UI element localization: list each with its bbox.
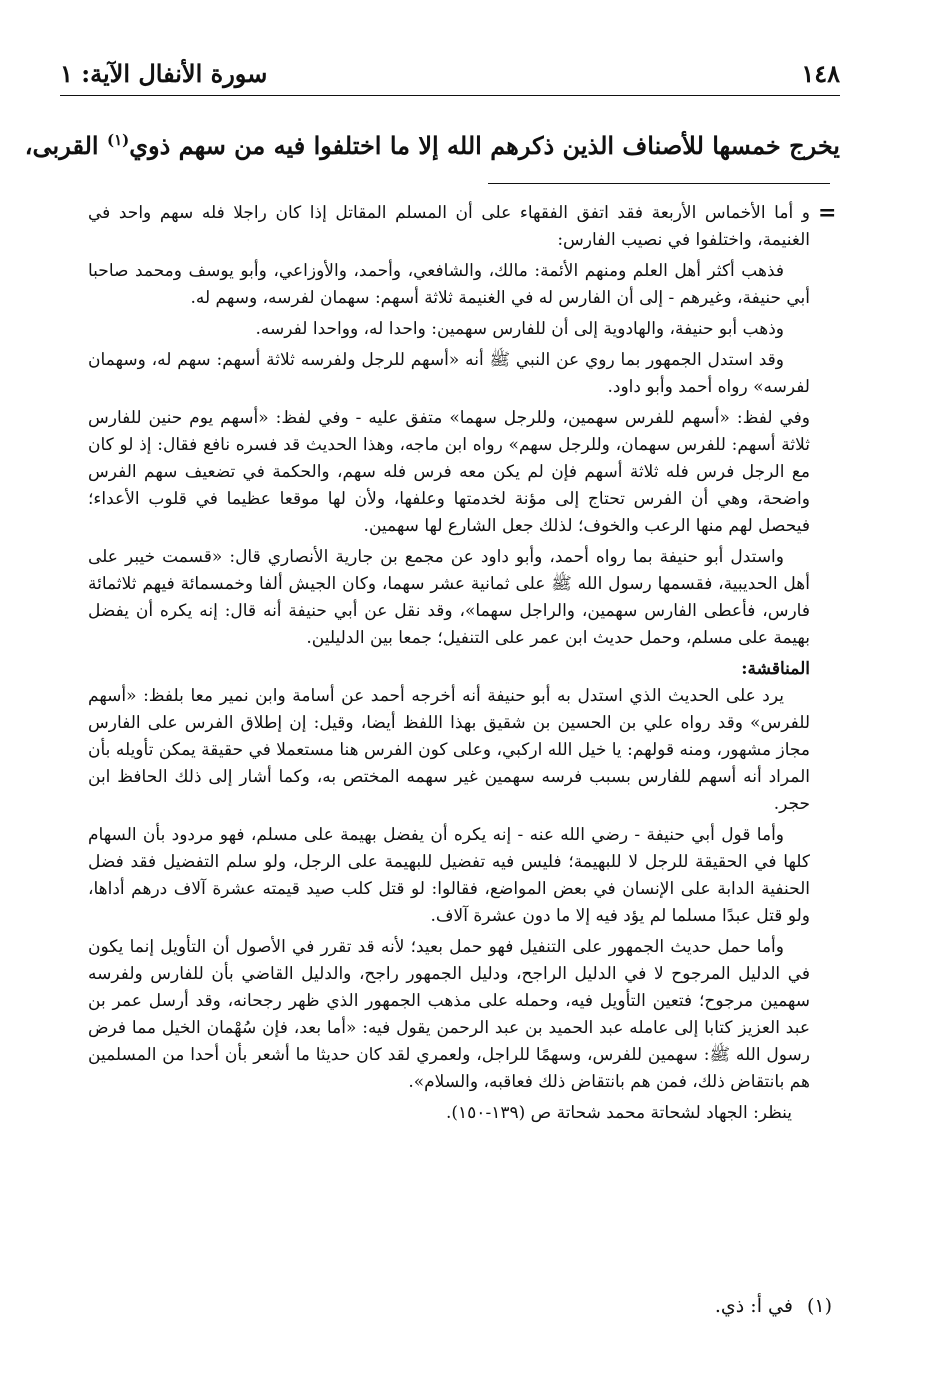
footnote-marker: (١) xyxy=(806,1295,832,1317)
note-paragraph: وأما قول أبي حنيفة - رضي الله عنه - إنه يكره أن يفضل بهيمة على مسلم، فهو مردود بأن السهام كلها في الحقيقة للرجل لا للبهيمة؛ فليس فيه تفضيل للبهيمة على الرجل، ولو سلم التفضيل فقد فضل الحنفية الدابة على الإنسان في بعض المواضع، فقالوا: لو قتل كلب صيد قيمته عشرة آلاف درهم أداها، ولو قتل عبدًا مسلما لم يؤد فيه إلا ما دون عشرة آلاف. xyxy=(88,825,810,926)
note-paragraph: وقد استدل الجمهور بما روي عن النبي ﷺ أنه «أسهم للرجل ولفرسه ثلاثة أسهم: سهم له، وسهمان لفرسه» رواه أحمد وأبو داود. xyxy=(88,350,810,397)
note-paragraph: فذهب أكثر أهل العلم ومنهم الأئمة: مالك، والشافعي، وأحمد، والأوزاعي، وأبو يوسف ومحمد صاحبا أبي حنيفة، وغيرهم - إلى أن الفارس له في الغنيمة ثلاثة أسهم: سهمان لفرسه، وسهم له. xyxy=(88,261,810,308)
note-paragraph: وفي لفظ: «أسهم للفرس سهمين، وللرجل سهما» متفق عليه - وفي لفظ: «أسهم يوم حنين للفارس ثلاثة أسهم: للفرس سهمان، وللرجل سهم» رواه ابن ماجه، وهذا الحديث قد فسره نافع فقال: إذ لو كان مع الرجل فرس فله ثلاثة أسهم فإن لم يكن معه فرس فله سهم، والحكمة في تضعيف سهم الفرس واضحة، وهي أن الفرس تحتاج إلى مؤنة لخدمتها وعلفها، ولأن لها موقعا عظيما في قلوب الأعداء؛ فيحصل لهم منها الرعب والخوف؛ لذلك جعل الشارع لها سهمين. xyxy=(88,408,810,536)
note-paragraph: واستدل أبو حنيفة بما رواه أحمد، وأبو داود عن مجمع بن جارية الأنصاري قال: «قسمت خيبر على أهل الحديبية، فقسمها رسول الله ﷺ على ثمانية عشر سهما، وكان الجيش ألفا وخمسمائة فيهم ثلاثمائة فارس، فأعطى الفارس سهمين، والراجل سهما»، وقد نقل عن أبي حنيفة أنه قال: إنه يكره أن يفضل بهيمة على مسلم، وحمل حديث ابن عمر على التنفيل؛ جمعا بين الدليلين. xyxy=(88,547,810,648)
main-text-line xyxy=(24,122,840,164)
discussion-heading: المناقشة: xyxy=(741,659,810,679)
note-paragraph: و أما الأخماس الأربعة فقد اتفق الفقهاء على أن المسلم المقاتل إذا كان راجلا فله سهم واحد في الغنيمة، واختلفوا في نصيب الفارس: xyxy=(88,203,810,250)
continuation-mark: = xyxy=(818,200,837,226)
note-paragraph: وذهب أبو حنيفة، والهادوية إلى أن للفارس سهمين: واحدا له، وواحدا لفرسه. xyxy=(255,319,784,339)
footnote-text: في أ: ذي. xyxy=(714,1295,793,1317)
note-paragraph: يرد على الحديث الذي استدل به أبو حنيفة أنه أخرجه أحمد عن أسامة وابن نمير معا بلفظ: «أسهم للفرس» وقد رواه علي بن الحسين بن شقيق بهذا اللفظ أيضا، وقيل: إن إطلاق الفرس على الفارس مجاز مشهور، ومنه قولهم: يا خيل الله اركبي، وعلى كون الفرس هنا مستعملا في حقيقة يمكن تأويله بأن المراد أنه أسهم للفارس بسبب فرسه سهمين غير سهمه المختص به، وكما أشار إلى ذلك الحافظ ابن حجر. xyxy=(88,686,810,814)
page-number: ١٤٨ xyxy=(801,59,840,88)
footnote-reference: (١) xyxy=(106,131,130,149)
main-text-after-ref: القربى، xyxy=(24,131,107,160)
note-paragraph: وأما حمل حديث الجمهور على التنفيل فهو حمل بعيد؛ لأنه قد تقرر في الأصول أن التأويل إنما يكون في الدليل المرجوح لا في الدليل الراجح، ودليل الجمهور راجح، والدليل القاضي بأن للفارس ولفرسه سهمين مرجوح؛ فتعين التأويل فيه، وحمله على مذهب الجمهور الذي ظهر رجحانه، وقد أرسل عمر بن عبد العزيز كتابا إلى عامله عبد الحميد بن عبد الرحمن يقول فيه: «أما بعد، فإن سُهْمان الخيل مما فرض رسول الله ﷺ: سهمين للفرس، وسهمًا للراجل، ولعمري لقد كان حديثا ما أشعر بأن أحدا من المسلمين هم بانتقاض ذلك، فمن هم بانتقاض ذلك فعاقبه، والسلام». xyxy=(88,937,811,1092)
continued-note xyxy=(88,200,810,1127)
reference-citation: ينظر: الجهاد لشحاتة محمد شحاتة ص (١٣٩-١٥٠). xyxy=(445,1103,792,1123)
footnote xyxy=(60,1292,832,1320)
page-header xyxy=(60,55,840,96)
main-text-before-ref: يخرج خمسها للأصناف الذين ذكرهم الله إلا ما اختلفوا فيه من سهم ذوي xyxy=(129,131,840,160)
running-head: سورة الأنفال الآية: ١ xyxy=(60,59,268,88)
footnote-separator xyxy=(488,183,830,184)
